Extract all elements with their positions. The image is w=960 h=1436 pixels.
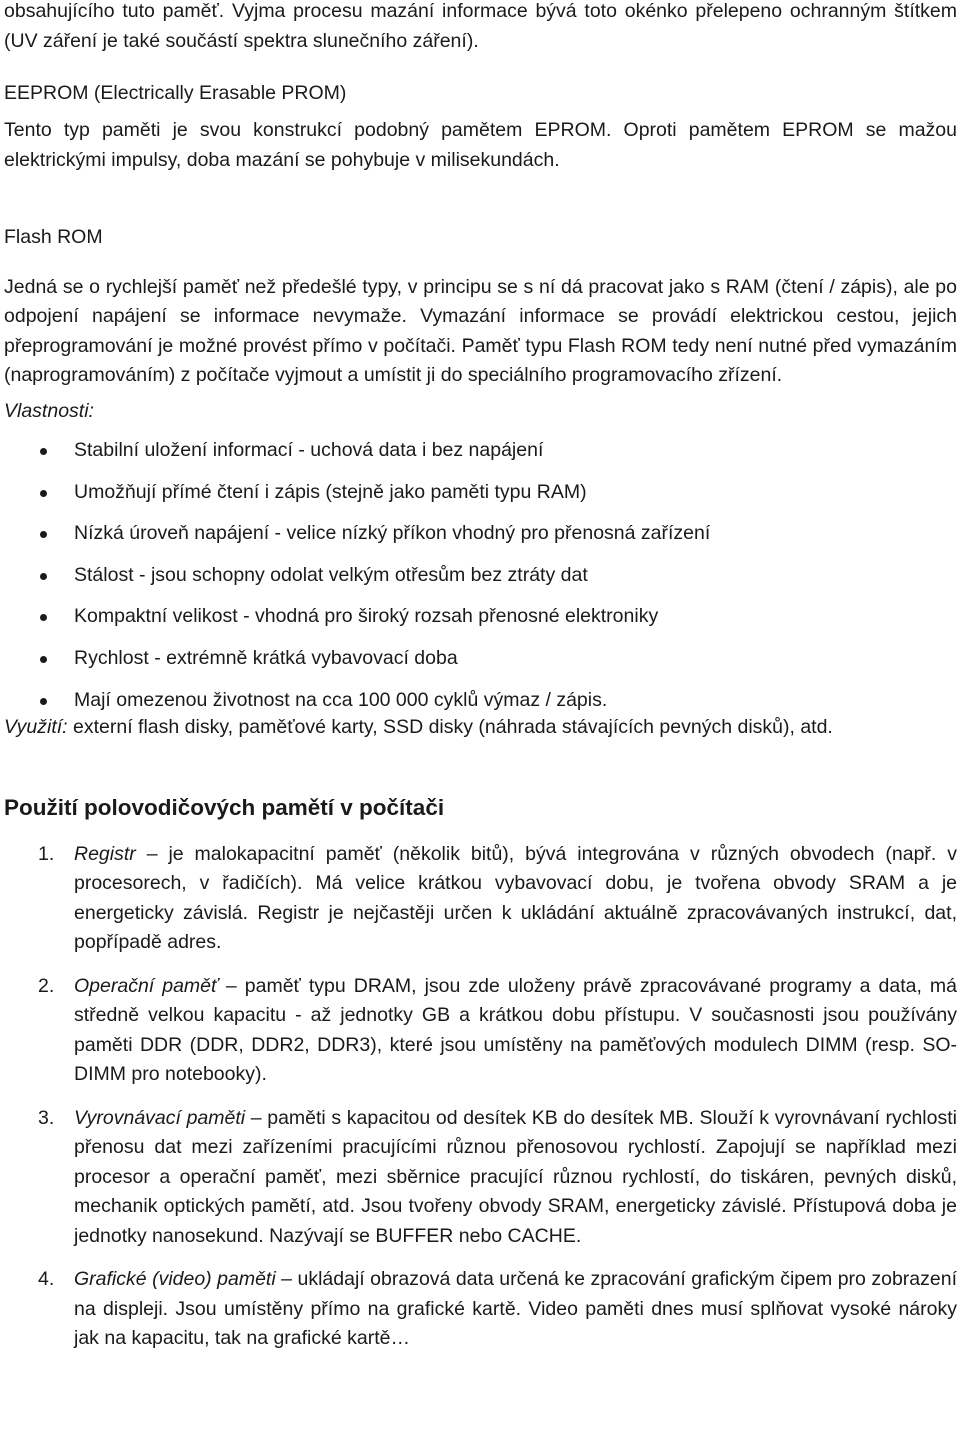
item-number: 2. bbox=[38, 974, 55, 997]
list-item: Rychlost - extrémně krátká vybavovací doba bbox=[4, 644, 957, 673]
item-term: Vyrovnávací paměti bbox=[74, 1106, 246, 1129]
list-item: Kompaktní velikost - vhodná pro široký rozsah přenosné elektroniky bbox=[4, 602, 957, 631]
list-item: Mají omezenou životnost na cca 100 000 cyklů výmaz / zápis. bbox=[4, 686, 957, 715]
eeprom-title: EEPROM (Electrically Erasable PROM) bbox=[4, 82, 347, 104]
list-item: Nízká úroveň napájení - velice nízký příkon vhodný pro přenosná zařízení bbox=[4, 519, 957, 548]
list-item: Umožňují přímé čtení i zápis (stejně jako paměti typu RAM) bbox=[4, 478, 957, 507]
properties-label: Vlastnosti: bbox=[4, 399, 94, 422]
intro-paragraph: obsahujícího tuto paměť. Vyjma procesu mazání informace bývá toto okénko přelepeno ochranným štítkem (UV záření je také součástí spektra slunečního záření). bbox=[4, 0, 957, 52]
list-item bbox=[4, 1265, 957, 1354]
list-item bbox=[4, 840, 957, 958]
item-text: – ukládají obrazová data určená ke zpracování grafickým čipem pro zobrazení na displeji. Jsou umístěny přímo na grafické kartě. Video paměti dnes musí splňovat vysoké nároky jak na kapacitu, tak na grafické kartě… bbox=[74, 1268, 957, 1350]
list-item: Stálost - jsou schopny odolat velkým otřesům bez ztráty dat bbox=[4, 561, 957, 590]
item-term: Operační paměť bbox=[74, 974, 218, 997]
item-text: – paměť typu DRAM, jsou zde uloženy právě zpracovávané programy a data, má středně velkou kapacitu - až jednotky GB a krátkou dobu přístupu. V současnosti jsou používány paměti DDR (DDR, DDR2, DDR3), které jsou umístěny na paměťových modulech DIMM (resp. SO-DIMM pro notebooky). bbox=[74, 974, 957, 1086]
item-number: 4. bbox=[38, 1268, 55, 1291]
properties-list bbox=[4, 436, 957, 715]
usage-label: Využití: bbox=[4, 716, 68, 739]
item-term: Grafické (video) paměti bbox=[74, 1268, 276, 1291]
list-item bbox=[4, 972, 957, 1090]
item-term: Registr bbox=[74, 842, 136, 865]
list-item bbox=[4, 1104, 957, 1252]
item-number: 1. bbox=[38, 842, 55, 865]
list-item: Stabilní uložení informací - uchová data i bez napájení bbox=[4, 436, 957, 465]
memory-usage-list bbox=[4, 840, 957, 1354]
item-text: – paměti s kapacitou od desítek KB do desítek MB. Slouží k vyrovnávaní rychlosti přenosu dat mezi zařízeními pracujícími různou přenosovou rychlostí. Zapojují se například mezi procesor a operační paměť, mezi sběrnice pracující různou rychlostí, do tiskáren, pevných disků, mechanik optických pamětí, atd. Jsou tvořeny obvody SRAM, energeticky závislé. Přístupová doba je jednotky nanosekund. Nazývají se BUFFER nebo CACHE. bbox=[74, 1106, 957, 1247]
usage-paragraph bbox=[4, 713, 957, 743]
usage-text: externí flash disky, paměťové karty, SSD disky (náhrada stávajících pevných disků), atd. bbox=[67, 716, 833, 739]
item-text: – je malokapacitní paměť (několik bitů), bývá integrována v různých obvodech (např. v procesorech, v řadičích). Má velice krátkou vybavovací dobu, je tvořena obvody SRAM a je energeticky závislá. Registr je nejčastěji určen k ukládání aktuálně zpracovávaných instrukcí, dat, popřípadě adres. bbox=[74, 842, 957, 954]
eeprom-paragraph: Tento typ paměti je svou konstrukcí podobný pamětem EPROM. Oproti pamětem EPROM se mažou elektrickými impulsy, doba mazání se pohybuje v milisekundách. bbox=[4, 119, 957, 171]
item-number: 3. bbox=[38, 1106, 55, 1129]
section-heading: Použití polovodičových pamětí v počítači bbox=[4, 794, 445, 820]
flash-paragraph: Jedná se o rychlejší paměť než předešlé typy, v principu se s ní dá pracovat jako s RAM (čtení / zápis), ale po odpojení napájení se informace nevymaže. Vymazání informace se provádí elektrickou cestou, jejich přeprogramování je možné provést přímo v počítači. Paměť typu Flash ROM tedy není nutné před vymazáním (naprogramováním) z počítače vyjmout a umístit ji do speciálního programovacího zřízení. bbox=[4, 275, 957, 386]
flash-title: Flash ROM bbox=[4, 226, 103, 248]
